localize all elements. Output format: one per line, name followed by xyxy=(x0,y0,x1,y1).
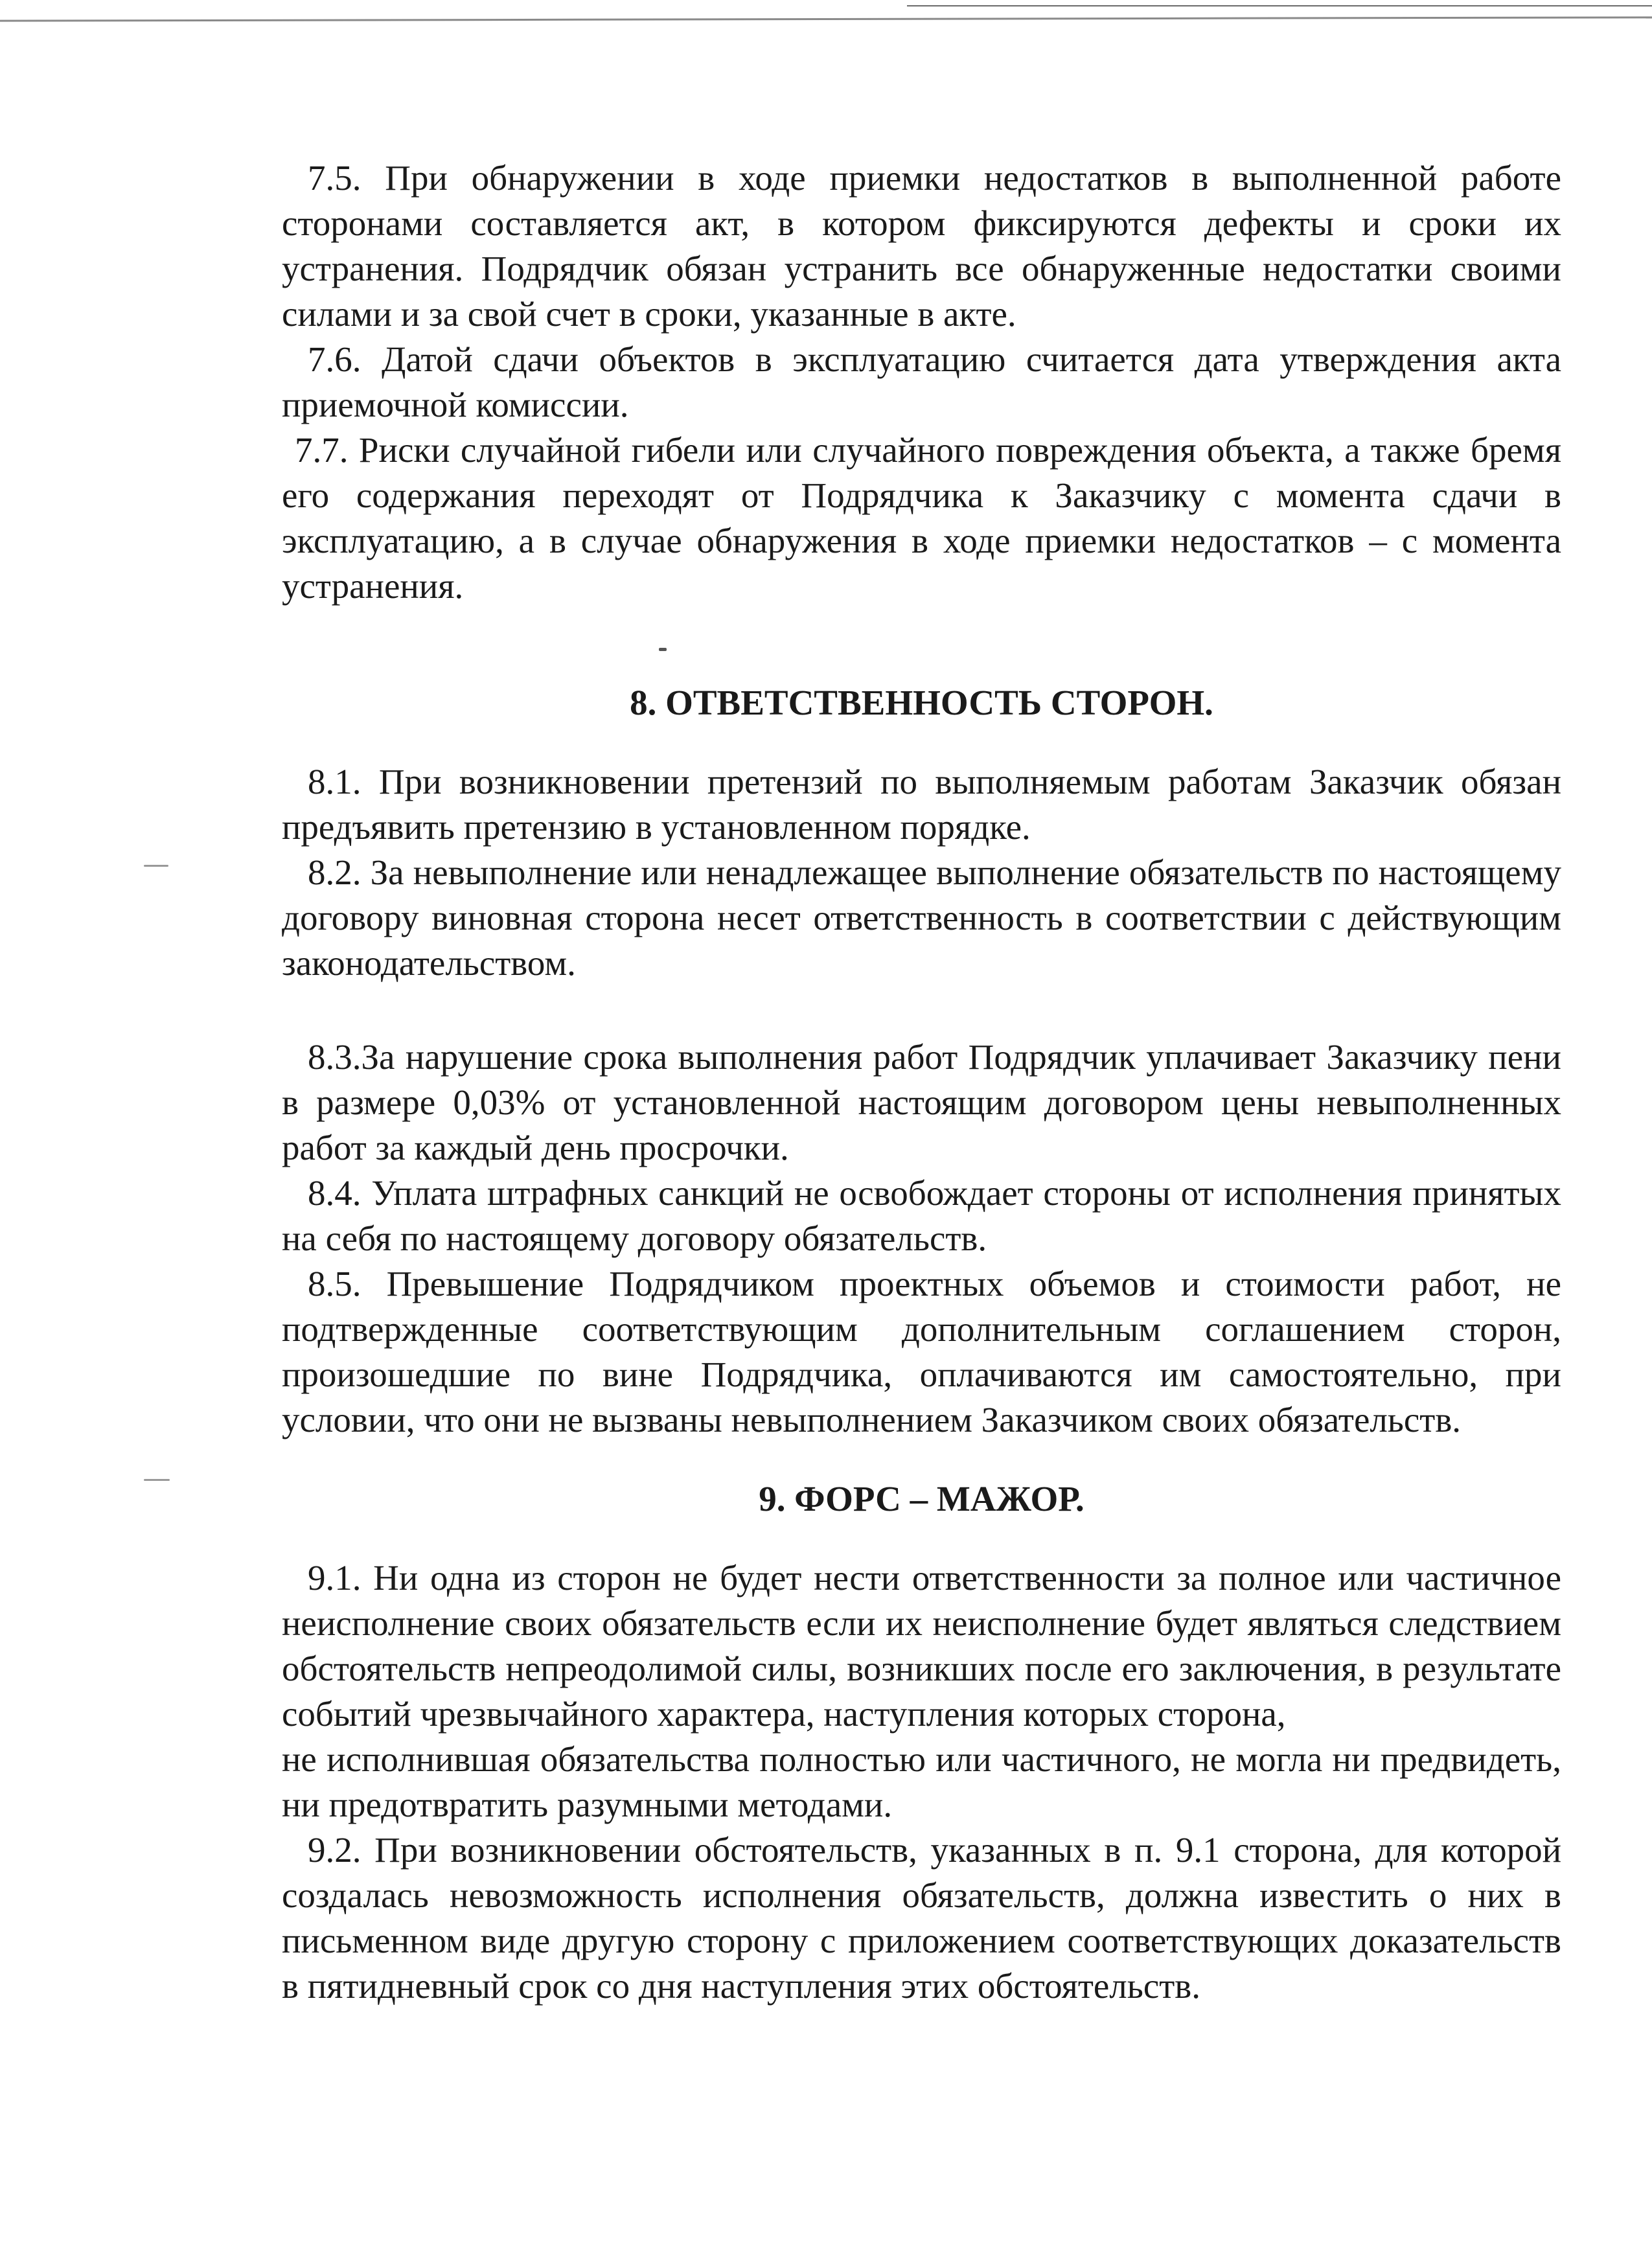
clause-7-5: 7.5. При обнаружении в ходе приемки недостатков в выполненной работе сторонами составляется акт, в котором фиксируются дефекты и сроки их устранения. Подрядчик обязан устранить все обнаруженные недостатки своими силами и за свой счет в сроки, указанные в акте. xyxy=(282,158,1561,334)
document-body xyxy=(282,155,1561,2009)
clause-8-4: 8.4. Уплата штрафных санкций не освобождает стороны от исполнения принятых на себя по настоящему договору обязательств. xyxy=(282,1173,1561,1258)
clause-8-5: 8.5. Превышение Подрядчиком проектных объемов и стоимости работ, не подтвержденные соответствующим дополнительным соглашением сторон, произошедшие по вине Подрядчика, оплачиваются им самостоятельно, при условии, что они не вызваны невыполнением Заказчиком своих обязательств. xyxy=(282,1264,1561,1439)
clause-8-3: 8.3.За нарушение срока выполнения работ Подрядчик уплачивает Заказчику пени в размере 0,03% от установленной настоящим договором цены невыполненных работ за каждый день просрочки. xyxy=(282,1037,1561,1167)
clause-9-2: 9.2. При возникновении обстоятельств, указанных в п. 9.1 сторона, для которой создалась невозможность исполнения обязательств, должна известить о них в письменном виде другую сторону с приложением соответствующих доказательств в пятидневный срок со дня наступления этих обстоятельств. xyxy=(282,1830,1561,2006)
scan-speck xyxy=(144,865,168,867)
clause-8-1: 8.1. При возникновении претензий по выполняемым работам Заказчик обязан предъявить претензию в установленном порядке. xyxy=(282,762,1561,847)
clause-7-7: 7.7. Риски случайной гибели или случайного повреждения объекта, а также бремя его содержания переходят от Подрядчика к Заказчику с момента сдачи в эксплуатацию, а в случае обнаружения в ходе приемки недостатков – с момента устранения. xyxy=(282,430,1561,606)
clause-9-1: 9.1. Ни одна из сторон не будет нести ответственности за полное или частичное неисполнение своих обязательств если их неисполнение будет являться следствием обстоятельств непреодолимой силы, возникших после его заключения, в результате событий чрезвычайного характера, наступления которых сторона, xyxy=(282,1558,1561,1734)
scan-speck xyxy=(144,1479,170,1481)
clause-7-6: 7.6. Датой сдачи объектов в эксплуатацию считается дата утверждения акта приемочной комиссии. xyxy=(282,339,1561,424)
clause-8-2: 8.2. За невыполнение или ненадлежащее выполнение обязательств по настоящему договору виновная сторона несет ответственность в соответствии с действующим законодательством. xyxy=(282,853,1561,983)
section-9-title: 9. ФОРС – МАЖОР. xyxy=(759,1479,1084,1518)
clause-9-1-continued: не исполнившая обязательства полностью или частичного, не могла ни предвидеть, ни предотвратить разумными методами. xyxy=(282,1739,1561,1824)
scan-edge-artifact xyxy=(0,0,1652,39)
section-8-title: 8. ОТВЕТСТВЕННОСТЬ СТОРОН. xyxy=(630,683,1213,722)
